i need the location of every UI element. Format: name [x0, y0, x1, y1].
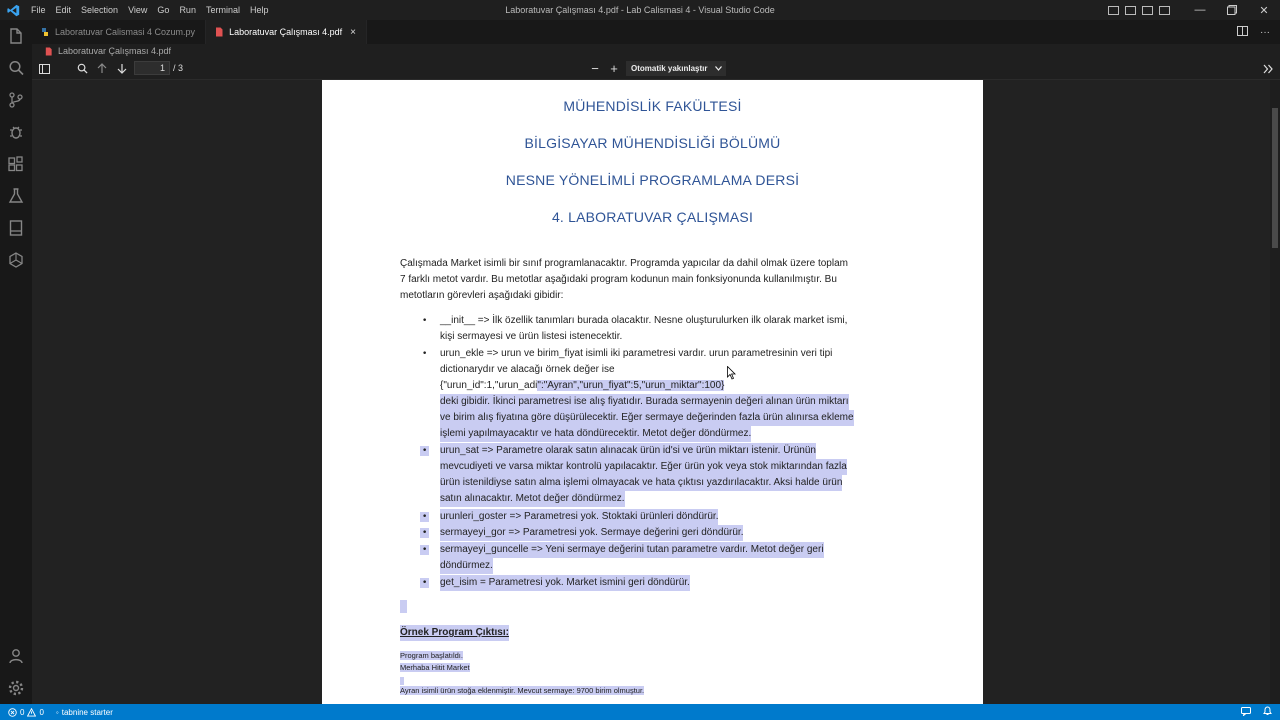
bullet-icon: • [422, 446, 428, 456]
pdf-file-icon [214, 27, 224, 37]
pdf-toolbar [32, 58, 1280, 80]
toggle-secondary-sidebar-icon[interactable] [1142, 6, 1153, 15]
menu-selection[interactable]: Selection [81, 5, 119, 15]
output-heading: Örnek Program Çıktısı: [400, 625, 509, 641]
status-bar [0, 704, 1280, 720]
explorer-icon[interactable] [6, 26, 26, 46]
title-bar [0, 0, 1280, 20]
python-file-icon [40, 27, 50, 37]
accounts-icon[interactable] [6, 646, 26, 666]
activity-bar [0, 20, 32, 704]
tabnine-label: tabnine starter [61, 707, 113, 717]
dict-highlight: ":"Ayran","urun_fiyat":5,"urun_miktar":100} [537, 380, 725, 391]
extensions-icon[interactable] [6, 154, 26, 174]
remote-explorer-icon[interactable] [6, 250, 26, 270]
heading-department: BİLGİSAYAR MÜHENDİSLİĞİ BÖLÜMÜ [524, 135, 781, 151]
sidebar-toggle-icon[interactable] [34, 59, 54, 79]
selection-marker [400, 600, 407, 613]
bullet-icon: • [422, 316, 428, 326]
bullet-init-line: __init__ => İlk özellik tanımları burada olacaktır. Nesne oluşturulurken ilk olarak market ismi, [440, 315, 848, 326]
tab-laboratuvar-pdf[interactable] [206, 20, 367, 44]
source-control-icon[interactable] [6, 90, 26, 110]
previous-page-icon[interactable] [92, 59, 112, 79]
find-icon[interactable] [72, 59, 92, 79]
toggle-sidebar-icon[interactable] [1108, 6, 1119, 15]
bullet-ekle-rest-line: deki gibidir. İkinci parametresi ise alış fiyatıdır. Burada sermayenin değeri alınan ürün miktarı [440, 394, 849, 410]
output-line: Program başlatıldı. [400, 651, 463, 660]
menu-file[interactable]: File [31, 5, 46, 15]
bullet-guncelle-line: döndürmez. [440, 558, 493, 574]
error-icon [8, 708, 17, 717]
close-window-button[interactable]: ✕ [1259, 4, 1269, 17]
bullet-ekle-line: urun_ekle => urun ve birim_fiyat isimli iki parametresi vardır. urun parametresinin veri tipi [440, 348, 833, 359]
bullet-goster-line: urunleri_goster => Parametresi yok. Stoktaki ürünleri döndürür. [440, 509, 718, 525]
dict-example [440, 378, 724, 394]
page-number-input[interactable] [134, 61, 170, 75]
bullet-ekle-rest-line: ve birim alış fiyatına göre düşürülecektir. Eğer sermaye değerinden fazla ürün alınırsa ekleme [440, 410, 854, 426]
menu-bar [26, 0, 273, 20]
intro-line: metotların görevleri aşağıdaki gibidir: [400, 290, 564, 301]
more-actions-icon[interactable]: ··· [1260, 26, 1270, 38]
next-page-icon[interactable] [112, 59, 132, 79]
bullet-guncelle-line: sermayeyi_guncelle => Yeni sermaye değerini tutan parametre vardır. Metot değer geri [440, 542, 824, 558]
minimize-button[interactable]: — [1194, 4, 1206, 16]
run-debug-icon[interactable] [6, 122, 26, 142]
page-total: / 3 [173, 63, 184, 73]
bullet-icon: • [422, 528, 428, 538]
menu-help[interactable]: Help [249, 5, 269, 15]
notebook-icon[interactable] [6, 218, 26, 238]
menu-run[interactable]: Run [179, 5, 196, 15]
zoom-in-button[interactable]: + [610, 61, 618, 76]
vscode-logo-icon [0, 0, 26, 20]
bullet-icon: • [422, 578, 428, 588]
output-line: Ayran isimli ürün stoğa eklenmiştir. Mevcut sermaye: 9700 birim olmuştur. [400, 686, 645, 695]
bullet-icon: • [422, 545, 428, 555]
tools-chevron-icon[interactable] [1258, 59, 1278, 79]
tabnine-icon: ◦ [55, 707, 59, 717]
bullet-ekle-rest-line: işlemi yapılmayacaktır ve hata döndürecektir. Metot değer döndürmez. [440, 426, 751, 442]
notifications-bell-icon[interactable] [1263, 706, 1272, 718]
editor-tabs [32, 20, 1280, 44]
zoom-out-button[interactable]: − [591, 61, 599, 76]
search-icon[interactable] [6, 58, 26, 78]
warning-count: 0 [39, 707, 44, 717]
testing-icon[interactable] [6, 186, 26, 206]
selection-marker [400, 677, 404, 685]
warning-icon [27, 708, 36, 717]
close-tab-icon[interactable]: × [350, 26, 356, 38]
bullet-gor-line: sermayeyi_gor => Parametresi yok. Sermaye değerini geri döndürür. [440, 525, 743, 541]
heading-course: NESNE YÖNELİMLİ PROGRAMLAMA DERSİ [505, 172, 800, 188]
customize-layout-icon[interactable] [1159, 6, 1170, 15]
menu-go[interactable]: Go [157, 5, 170, 15]
tab-label: Laboratuvar Calismasi 4 Cozum.py [55, 27, 196, 37]
scrollbar-thumb[interactable] [1272, 108, 1278, 248]
zoom-select-value: Otomatik yakınlaştır [631, 64, 708, 73]
bullet-sat-line: satın alınacaktır. Metot değer döndürmez. [440, 491, 625, 507]
feedback-icon[interactable] [1241, 707, 1251, 718]
bullet-sat-line: mevcudiyeti ve varsa miktar kontrolü yapılacaktır. Eğer ürün yok veya stok miktarından fazla [440, 459, 847, 475]
pdf-viewer [32, 80, 1280, 704]
window-title: Laboratuvar Çalışması 4.pdf - Lab Calismasi 4 - Visual Studio Code [505, 5, 775, 15]
tab-cozum-py[interactable] [32, 20, 206, 44]
mouse-cursor-icon [727, 366, 736, 380]
bullet-isim-line: get_isim = Parametresi yok. Market ismini geri döndürür. [440, 575, 690, 591]
intro-line: Çalışmada Market isimli bir sınıf programlanacaktır. Programda yapıcılar da dahil olmak üzere toplam [400, 258, 848, 269]
restore-button[interactable] [1216, 0, 1248, 20]
menu-view[interactable]: View [128, 5, 148, 15]
menu-edit[interactable]: Edit [55, 5, 72, 15]
bullet-icon: • [422, 512, 428, 522]
breadcrumb [32, 44, 1280, 58]
breadcrumb-file[interactable]: Laboratuvar Çalışması 4.pdf [58, 46, 172, 56]
manage-gear-icon[interactable] [6, 678, 26, 698]
dict-plain: {"urun_id":1,"urun_adi [440, 380, 538, 391]
tabnine-status[interactable] [56, 708, 113, 717]
bullet-init-line: kişi sermayesi ve ürün listesi istenecektir. [440, 331, 623, 342]
bullet-ekle-line: dictionarydır ve alacağı örnek değer ise [440, 364, 615, 375]
chevron-down-icon [715, 66, 722, 71]
bullet-sat-line: ürün istenildiyse satın alma işlemi olmayacak ve hata çıktısı yazdırılacaktır. Aksi halde ürün [440, 475, 842, 491]
heading-faculty: MÜHENDİSLİK FAKÜLTESİ [563, 98, 742, 114]
split-editor-icon[interactable] [1237, 26, 1248, 39]
vertical-scrollbar[interactable] [1270, 80, 1280, 704]
pdf-page [322, 80, 983, 704]
problems-status[interactable] [8, 708, 44, 717]
pdf-file-icon [44, 47, 53, 56]
menu-terminal[interactable]: Terminal [205, 5, 240, 15]
toggle-panel-icon[interactable] [1125, 6, 1136, 15]
tab-label: Laboratuvar Çalışması 4.pdf [229, 27, 343, 37]
intro-line: 7 farklı metot vardır. Bu metotlar aşağıdaki program kodunun main fonksiyonunda kullanılmıştır. Bu [400, 274, 837, 285]
heading-lab: 4. LABORATUVAR ÇALIŞMASI [551, 209, 754, 225]
error-count: 0 [20, 707, 25, 717]
bullet-icon: • [422, 349, 428, 359]
output-line: Merhaba Hitit Market [400, 663, 470, 672]
zoom-select[interactable] [626, 61, 726, 76]
bullet-sat-line: urun_sat => Parametre olarak satın alınacak ürün id'si ve ürün miktarı istenir. Ürünün [440, 443, 816, 459]
